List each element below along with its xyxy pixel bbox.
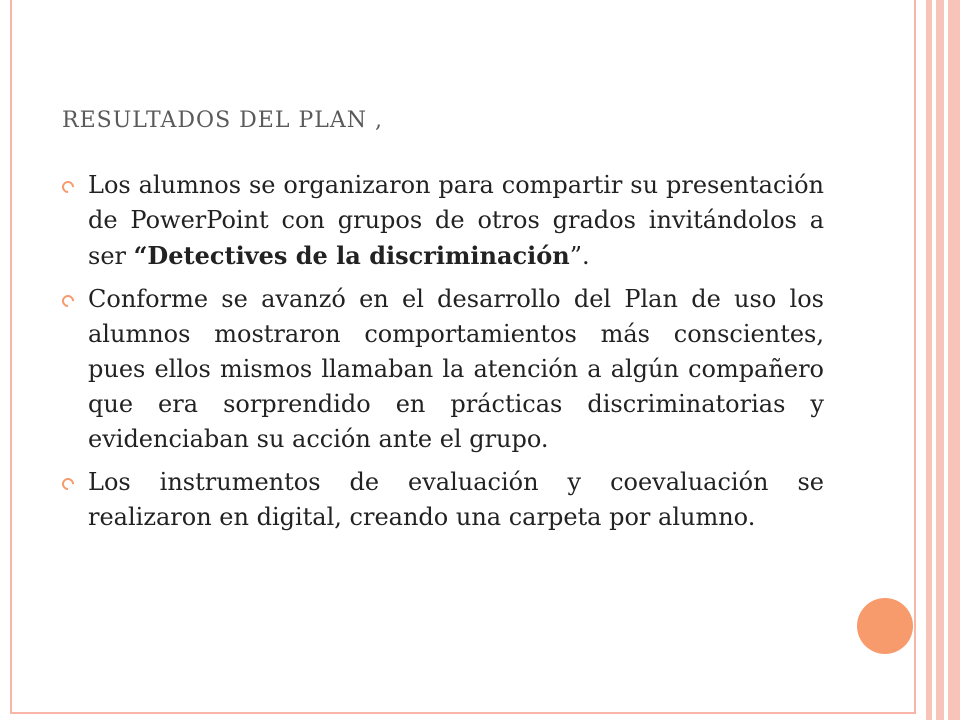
- bullet-text: Los instrumentos de evaluación y coevaluación se realizaron en digital, creando una carpeta por alumno.: [88, 468, 824, 531]
- bullet-text-end: ”.: [569, 242, 590, 270]
- bullet-text: Conforme se avanzó en el desarrollo del Plan de uso los alumnos mostraron comportamientos más conscientes, pues ellos mismos llamaban la atención a algún compañero que era sorprendido en prácticas discriminatorias y evidenciaban su acción ante el grupo.: [88, 285, 824, 453]
- slide-title: RESULTADOS DEL PLAN ,: [62, 108, 383, 133]
- bullet-text: Los alumnos se organizaron para compartir su presentación de PowerPoint con grupos de otros grados invitándolos a ser: [88, 171, 824, 270]
- bullet-icon: [60, 476, 77, 493]
- bullet-item-2: [62, 282, 824, 457]
- decorative-circle: [857, 598, 913, 654]
- bullet-bold-text: “Detectives de la discriminación: [133, 241, 570, 270]
- decorative-stripes: [916, 0, 960, 720]
- bullet-item-1: [62, 168, 824, 274]
- bullet-icon: [60, 293, 77, 310]
- bullet-list: [62, 168, 824, 543]
- bullet-item-3: [62, 465, 824, 535]
- bullet-icon: [60, 179, 77, 196]
